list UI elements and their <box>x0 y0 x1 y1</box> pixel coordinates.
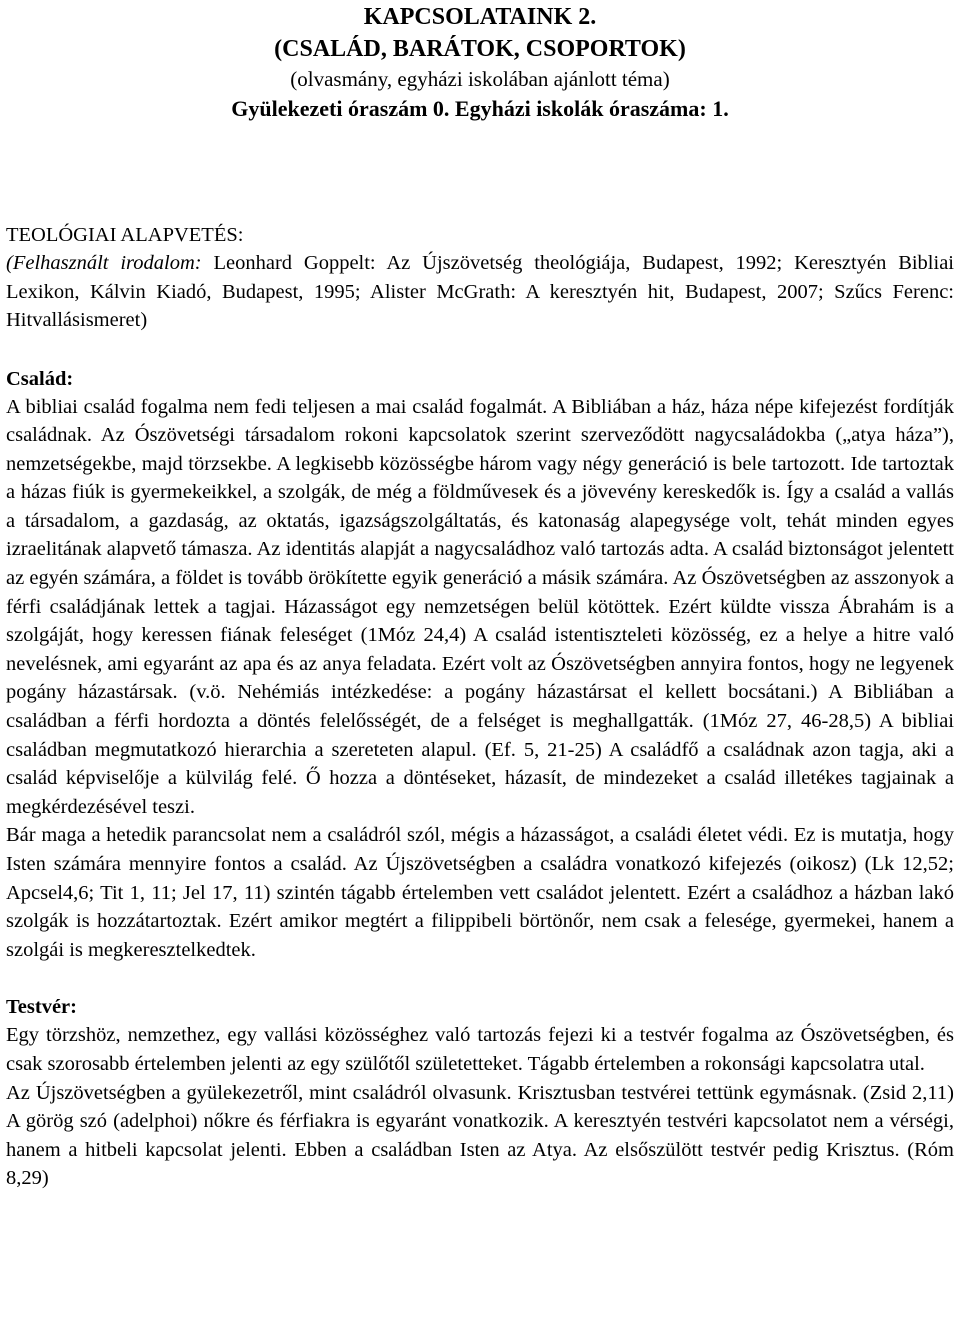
sibling-section <box>6 993 954 1193</box>
sibling-paragraph-1: Egy törzshöz, nemzethez, egy vallási közösséghez való tartozás fejezi ki a testvér fogalma az Ószövetségben, és csak szorosabb értelemben jelenti az egy szülőtől születetteket. Tágabb értelemben a rokonsági kapcsolatra utal. <box>6 1024 954 1075</box>
document-page <box>6 0 954 1193</box>
sibling-heading: Testvér: <box>6 996 77 1019</box>
title-line-2: (CSALÁD, BARÁTOK, CSOPORTOK) <box>274 36 686 62</box>
family-paragraph-1: A bibliai család fogalma nem fedi teljesen a mai család fogalmát. A Bibliában a ház, háza népe kifejezést fordítják családnak. Az Ószövetségi társadalom rokoni kapcsolatok szerint szerveződött nagycsaládokba („atya háza”), nemzetségekbe, majd törzsekbe. A legkisebb közösségbe három vagy négy generáció is bele tartozott. Ide tartoztak a házas fiúk is gyermekeikkel, a szolgák, de még a földművesek és a jövevény kereskedők is. Így a család a vallás a társadalom, a gazdaság, az oktatás, igazságszolgáltatás, és katonaság alapegysége volt, tehát minden egyes izraelitának alapvető támasza. Az identitás alapját a nagycsaládhoz való tartozás adta. A család biztonságot jelentett az egyén számára, a földet is tovább örökítette egyik generáció a másik számára. Az Ószövetségben az asszonyok a férfi családjának lettek a tagjai. Házasságot egy nemzetségen belül kötöttek. Ezért küldte vissza Ábrahám is a szolgáját, hogy keressen fiának feleséget (1Móz 24,4) A család istentiszteleti közösség, ez a helye a hitre való nevelésnek, ami egyaránt az apa és az anya feladata. Ezért volt az Ószövetségben annyira fontos, hogy ne legyenek pogány házastársak. (v.ö. Nehémiás intézkedése: a pogány házastársat el kellett bocsátani.) A Bibliában a családban a férfi hordozta a döntés felelősségét, de a felséget is meghallgatták. (1Móz 27, 46-28,5) A bibliai családban megmutatkozó hierarchia a szereteten alapul. (Ef. 5, 21-25) A családfő a családnak azon tagja, aki a család képviselője a külvilág felé. Ő hozza a döntéseket, házasít, de mindezeket a család illetékes tagjainak a megkérdezésével teszi. <box>6 395 954 818</box>
sources-text: Leonhard Goppelt: Az Újszövetség theológiája, Budapest, 1992; Keresztyén Bibliai Lexikon, Kálvin Kiadó, Budapest, 1995; Alister McGrath: A keresztyén hit, Budapest, 2007; Szűcs Ferenc: Hitvallásismeret) <box>6 252 954 331</box>
sibling-paragraph-2: Az Újszövetségben a gyülekezetről, mint családról olvasunk. Krisztusban testvérei tettünk egymásnak. (Zsid 2,11) A görög szó (adelphoi) nőkre és férfiakra is egyaránt vonatkozik. A keresztyén testvéri kapcsolatot nem a vérségi, hanem a hitbeli kapcsolat jelenti. Ebben a családban Isten az Atya. Az elsőszülött testvér pedig Krisztus. (Róm 8,29) <box>6 1081 954 1190</box>
lesson-hours: Gyülekezeti óraszám 0. Egyházi iskolák óraszáma: 1. <box>231 96 729 121</box>
theology-section <box>6 221 954 335</box>
family-paragraph-2: Bár maga a hetedik parancsolat nem a családról szól, mégis a házasságot, a családi életet védi. Ez is mutatja, hogy Isten számára mennyire fontos a család. Az Újszövetségben a családra vonatkozó kifejezés (oikosz) (Lk 12,52; Apcsel4,6; Tit 1, 11; Jel 17, 11) szintén tágabb értelemben vett családot jelentett. Ezért a családhoz a házban lakó szolgák is hozzátartoztak. Ezért amikor megtért a filippibeli börtönőr, nem csak a felesége, gyermekei, hanem a szolgái is megkeresztelkedtek. <box>6 824 954 961</box>
title-line-1: KAPCSOLATAINK 2. <box>363 4 597 30</box>
sources-label: (Felhasznált irodalom: <box>6 252 202 274</box>
subtitle: (olvasmány, egyházi iskolában ajánlott téma) <box>290 67 670 91</box>
sources-paragraph <box>6 249 954 335</box>
family-heading: Család: <box>6 367 74 390</box>
theology-heading: TEOLÓGIAI ALAPVETÉS: <box>6 224 244 246</box>
family-section <box>6 365 954 965</box>
document-header <box>6 1 954 124</box>
